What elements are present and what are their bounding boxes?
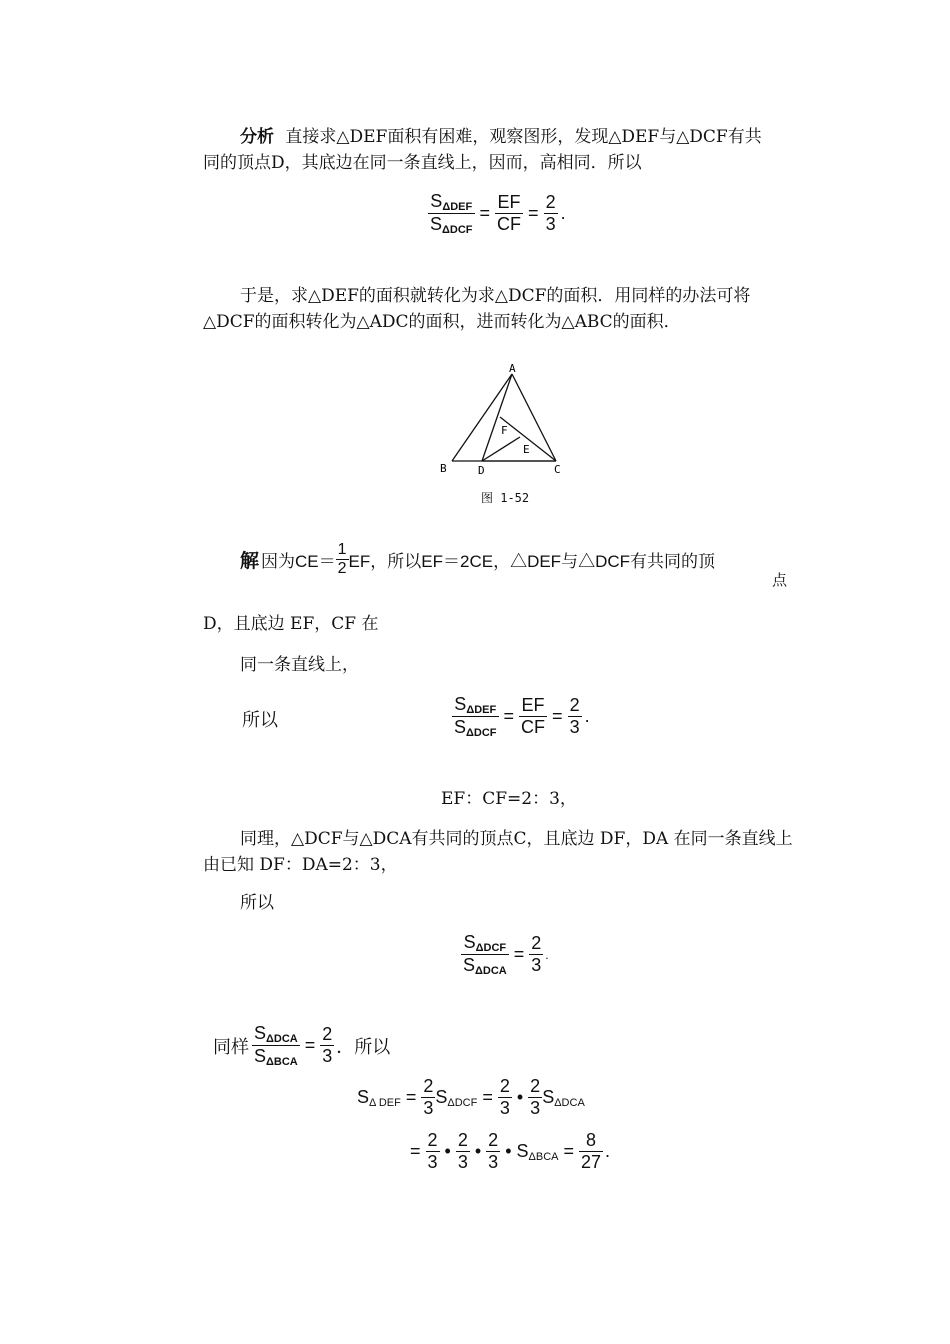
- solution-line-2: D，且底边 EF，CF 在: [203, 614, 379, 634]
- fraction-two-thirds-2: $\frac{2}{3}$: [569, 695, 580, 737]
- fraction-area-ratio-2: $\frac{S_{\Delta DEF}}{S_{\Delta DCF}}$: [454, 694, 497, 739]
- analysis-line-1: [240, 126, 762, 148]
- label-a: A: [509, 362, 516, 375]
- fraction-ef-cf: $\frac{EF}{CF}$: [497, 192, 522, 234]
- paragraph-2-line-2: △DCF的面积转化为△ADC的面积，进而转化为△ABC的面积．: [203, 312, 681, 332]
- analysis-label: 分析: [240, 127, 274, 147]
- analysis-line-2: 同的顶点D，其底边在同一条直线上，因而，高相同．所以: [203, 153, 642, 173]
- analysis-text-1: 直接求△DEF面积有困难，观察图形，发现△DEF与△DCF有共: [285, 127, 762, 147]
- fraction-two-thirds: $\frac{2}{3}$: [545, 192, 556, 234]
- solution-suoyi: 所以: [242, 710, 278, 730]
- label-e: E: [523, 443, 530, 456]
- fraction-area-ratio-4: $\frac{S_{\Delta DCA}}{S_{\Delta BCA}}$: [254, 1023, 298, 1068]
- paragraph-3-line-3: 所以: [240, 893, 274, 913]
- fraction-ef-cf-2: $\frac{EF}{CF}$: [521, 695, 546, 737]
- equation-3: $\frac{S_{\Delta DCF}}{S_{\Delta DCA}}$ = $\frac{2}{3}$ .: [463, 932, 549, 977]
- fraction-two-thirds-4: $\frac{2}{3}$: [322, 1024, 333, 1066]
- solution-text-pre: 因为CE＝: [261, 552, 336, 571]
- label-b: B: [440, 462, 447, 475]
- solution-line-1: [240, 541, 715, 578]
- equation-4: 同样 $\frac{S_{\Delta DCA}}{S_{\Delta BCA}}$ = $\frac{2}{3}$ ．所以: [213, 1023, 391, 1068]
- label-d: D: [478, 464, 485, 477]
- triangle-figure: [430, 360, 610, 480]
- fraction-area-ratio-3: $\frac{S_{\Delta DCF}}{S_{\Delta DCA}}$: [463, 932, 507, 977]
- segment-ad: [482, 374, 512, 461]
- final-line-2: = $\frac{2}{3}$ • $\frac{2}{3}$ • $\frac{2}{3}$ • SΔBCA = $\frac{8}{27}$ .: [410, 1130, 611, 1172]
- solution-label: 解: [240, 550, 260, 572]
- fraction-one-half: $\frac{1}{2}$: [337, 541, 347, 577]
- figure-caption: 图 1-52: [481, 491, 530, 505]
- final-line-1: SΔ DEF = $\frac{2}{3}$ SΔDCF = $\frac{2}{3}$ • $\frac{2}{3}$ SΔDCA: [357, 1076, 585, 1118]
- fraction-two-thirds-3: $\frac{2}{3}$: [531, 933, 542, 975]
- fraction-area-ratio: $\frac{S_{\Delta DEF}}{S_{\Delta DCF}}$: [430, 191, 473, 236]
- equation-1: $\frac{S_{\Delta DEF}}{S_{\Delta DCF}}$ = $\frac{EF}{CF}$ = $\frac{2}{3}$ .: [430, 191, 566, 236]
- paragraph-3-line-2: 由已知 DF：DA=2：3，: [203, 855, 398, 875]
- segment-df-e: [482, 437, 520, 461]
- equation-2: $\frac{S_{\Delta DEF}}{S_{\Delta DCF}}$ = $\frac{EF}{CF}$ = $\frac{2}{3}$ .: [454, 694, 590, 739]
- label-c: C: [554, 463, 561, 476]
- solution-text-post: EF，所以EF＝2CE，△DEF与△DCF有共同的顶: [348, 552, 716, 571]
- segment-ac: [512, 374, 556, 461]
- solution-tail: 点: [772, 571, 788, 589]
- paragraph-3-line-1: 同理，△DCF与△DCA有共同的顶点C，且底边 DF，DA 在同一条直线上: [240, 829, 793, 849]
- paragraph-2-line-1: 于是，求△DEF的面积就转化为求△DCF的面积．用同样的办法可将: [240, 286, 751, 306]
- ratio-ef-cf: EF：CF=2：3，: [441, 789, 577, 809]
- solution-line-3: 同一条直线上，: [240, 655, 359, 675]
- label-f: F: [501, 424, 508, 437]
